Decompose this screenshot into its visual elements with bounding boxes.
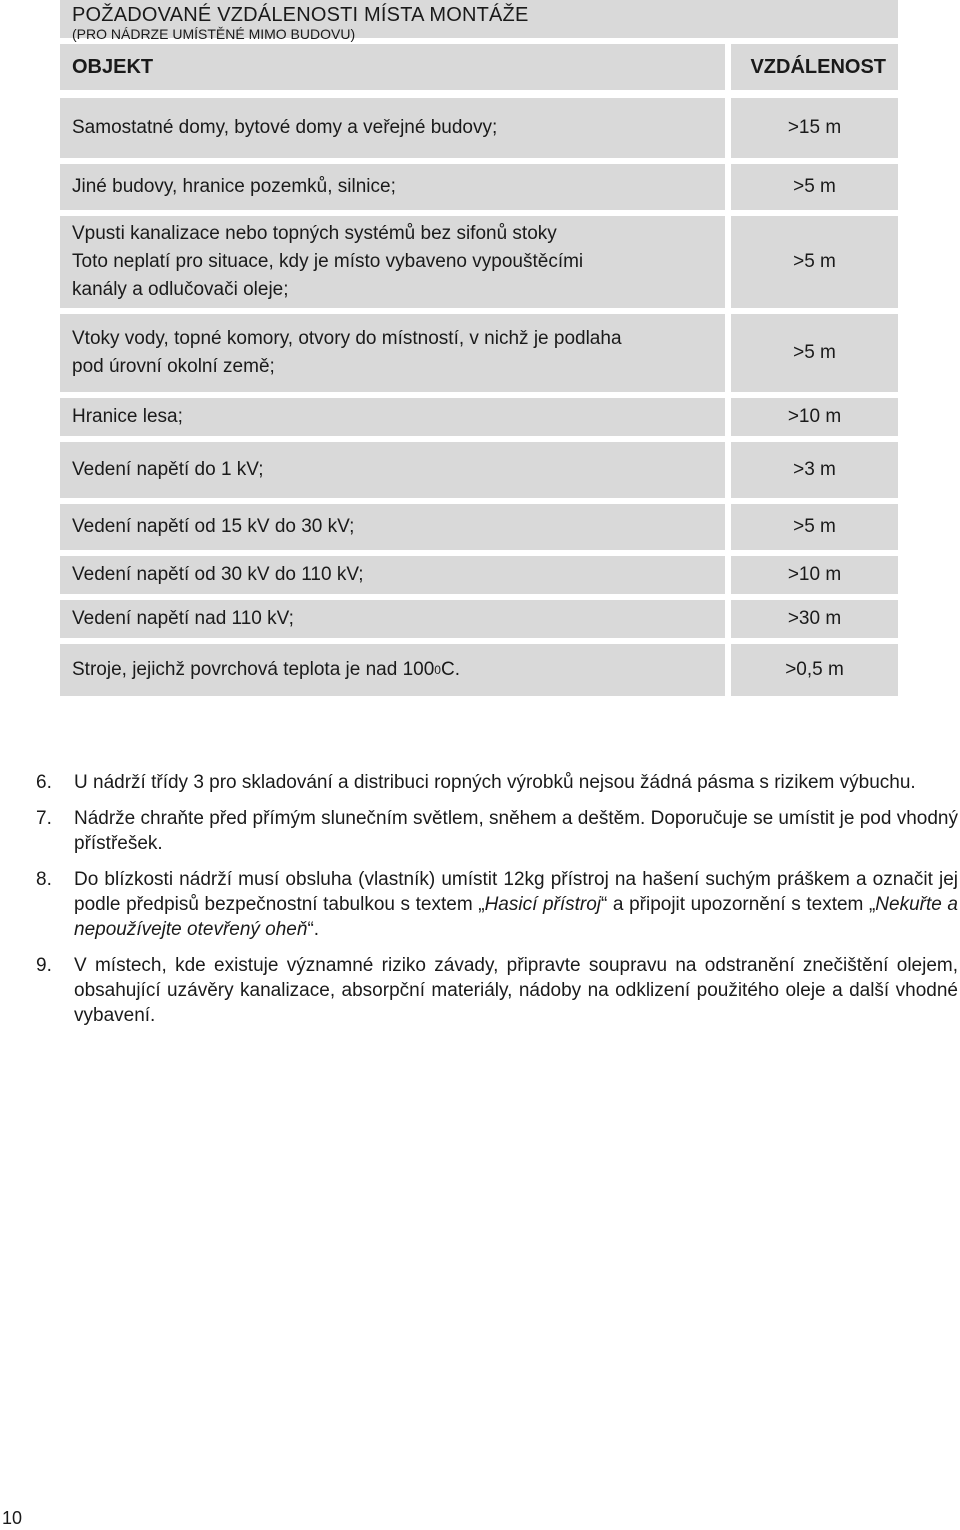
table-title <box>60 0 898 42</box>
table-title-sub: (PRO NÁDRZE UMÍSTĚNÉ MIMO BUDOVU) <box>72 26 356 42</box>
row-distance: >5 m <box>731 314 898 392</box>
table-row <box>60 314 898 392</box>
note-text-italic: Hasicí přístroj <box>484 894 602 915</box>
table-row <box>60 644 898 696</box>
note-text-part: Do blízkosti nádrží musí obsluha (vlastník) umístit 12kg přístroj na hašení suchým práškem a označit jej podle předpisů bezpečnostní tabulkou s textem „ <box>74 869 958 915</box>
table-row <box>60 600 898 638</box>
note-number: 8. <box>36 869 52 890</box>
table-row <box>60 442 898 498</box>
note-text <box>74 867 958 942</box>
row-distance: >5 m <box>731 504 898 550</box>
table-row <box>60 504 898 550</box>
row-object: Jiné budovy, hranice pozemků, silnice; <box>60 164 725 210</box>
note-item <box>36 806 960 856</box>
note-text-italic: Nekuřte a nepoužívejte otevřený oheň <box>74 894 958 940</box>
row-object: Samostatné domy, bytové domy a veřejné budovy; <box>60 98 725 158</box>
row-object: Vedení napětí od 15 kV do 30 kV; <box>60 504 725 550</box>
header-distance: VZDÁLENOST <box>731 44 898 90</box>
note-number: 9. <box>36 955 52 976</box>
row-object: Vedení napětí od 30 kV do 110 kV; <box>60 556 725 594</box>
row-object-text: Stroje, jejichž povrchová teplota je nad 100 <box>72 659 435 680</box>
row-object-line: Vtoky vody, topné komory, otvory do místností, v nichž je podlaha <box>72 328 622 349</box>
row-object: Vedení napětí nad 110 kV; <box>60 600 725 638</box>
table-header-row <box>60 44 898 90</box>
note-item <box>36 953 960 1028</box>
note-item <box>36 770 960 795</box>
row-object-line: kanály a odlučovači oleje; <box>72 279 289 300</box>
page-number: 10 <box>2 1508 23 1528</box>
row-distance: >3 m <box>731 442 898 498</box>
note-item <box>36 867 960 942</box>
table-row <box>60 98 898 158</box>
row-object-line: Vpusti kanalizace nebo topných systémů bez sifonů stoky <box>72 223 557 244</box>
row-distance: >10 m <box>731 556 898 594</box>
row-distance: >5 m <box>731 216 898 308</box>
table-title-main: POŽADOVANÉ VZDÁLENOSTI MÍSTA MONTÁŽE <box>72 4 529 26</box>
row-distance: >10 m <box>731 398 898 436</box>
row-distance: >0,5 m <box>731 644 898 696</box>
row-distance: >15 m <box>731 98 898 158</box>
note-text: U nádrží třídy 3 pro skladování a distribuci ropných výrobků nejsou žádná pásma s rizikem výbuchu. <box>74 772 916 793</box>
row-object: Hranice lesa; <box>60 398 725 436</box>
row-object <box>60 216 725 308</box>
note-text-part: “ a připojit upozornění s textem „ <box>601 894 876 915</box>
row-distance: >5 m <box>731 164 898 210</box>
row-distance: >30 m <box>731 600 898 638</box>
distance-table <box>60 0 898 702</box>
note-text-part: “. <box>307 919 320 940</box>
table-row <box>60 164 898 210</box>
table-row <box>60 398 898 436</box>
note-text: V místech, kde existuje významné riziko závady, připravte soupravu na odstranění znečištění olejem, obsahující uzávěry kanalizace, absorpční materiály, nádoby na odklizení použitého oleje a další vhodné vybavení. <box>74 955 958 1026</box>
note-text: Nádrže chraňte před přímým slunečním světlem, sněhem a deštěm. Doporučuje se umístit je pod vhodný přístřešek. <box>74 808 958 854</box>
table-row <box>60 216 898 308</box>
notes-list <box>36 770 960 1039</box>
row-object-line: pod úrovní okolní země; <box>72 356 275 377</box>
row-object <box>60 314 725 392</box>
note-number: 6. <box>36 772 52 793</box>
row-object: Stroje, jejichž povrchová teplota je nad 100 0 C. <box>60 644 725 696</box>
table-row <box>60 556 898 594</box>
row-object-text-end: C. <box>440 659 460 680</box>
row-object: Vedení napětí do 1 kV; <box>60 442 725 498</box>
note-number: 7. <box>36 808 52 829</box>
row-object-line: Toto neplatí pro situace, kdy je místo vybaveno vypouštěcími <box>72 251 584 272</box>
header-object: OBJEKT <box>60 44 725 90</box>
